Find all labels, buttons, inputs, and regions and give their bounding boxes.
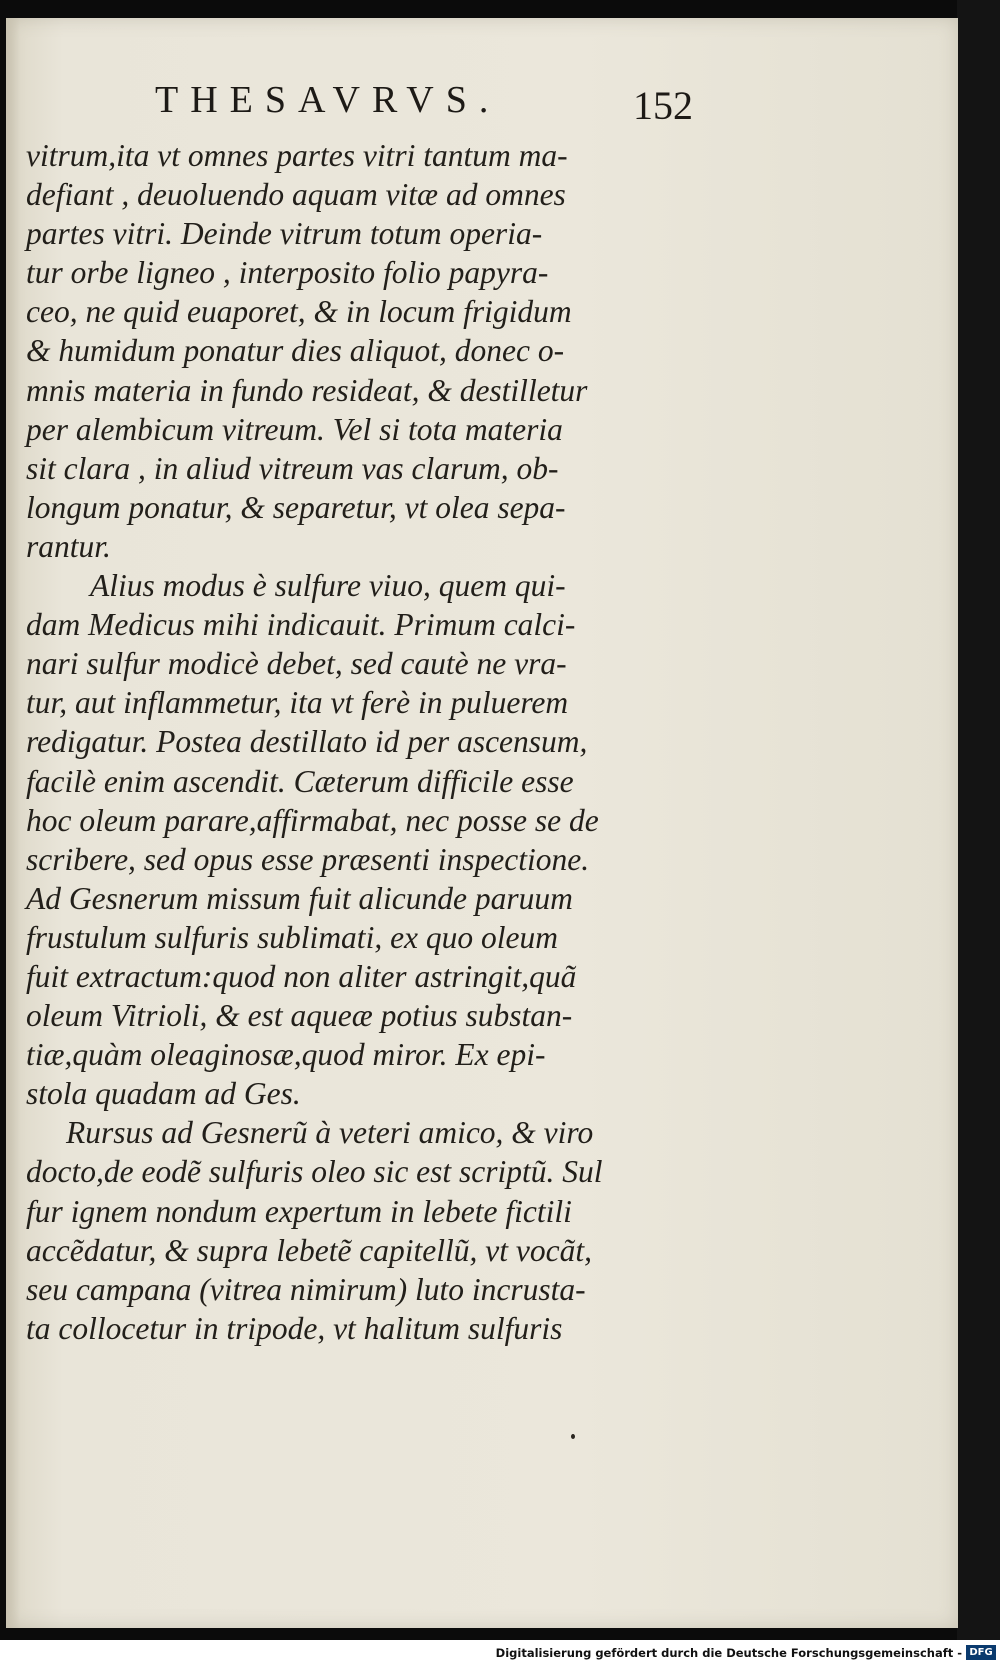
text-line: fur ignem nondum expertum in lebete fictili (26, 1193, 572, 1229)
text-line: dam Medicus mihi indicauit. Primum calci- (26, 607, 576, 643)
text-line: hoc oleum parare,affirmabat, nec posse se de (26, 802, 599, 838)
text-line: sit clara , in aliud vitreum vas clarum, ob- (26, 450, 559, 486)
paragraph-first-line: Alius modus è sulfure viuo, quem qui- (90, 568, 566, 604)
text-line: tiæ,quàm oleaginosæ,quod miror. Ex epi- (26, 1037, 546, 1073)
text-line: mnis materia in fundo resideat, & destilletur (26, 372, 588, 408)
text-line: frustulum sulfuris sublimati, ex quo oleum (26, 919, 559, 955)
text-line: facilè enim ascendit. Cæterum difficile esse (26, 763, 574, 799)
body-text (26, 136, 674, 1348)
text-line: per alembicum vitreum. Vel si tota materia (26, 411, 563, 447)
text-line: ta collocetur in tripode, vt halitum sulfuris (26, 1310, 563, 1346)
text-line: nari sulfur modicè debet, sed cautè ne vra- (26, 646, 567, 682)
text-line: redigatur. Postea destillato id per ascensum, (26, 724, 588, 760)
text-line: partes vitri. Deinde vitrum totum operia- (26, 216, 543, 252)
text-line: ceo, ne quid euaporet, & in locum frigidum (26, 294, 572, 330)
text-line: tur orbe ligneo , interposito folio papyra- (26, 255, 549, 291)
text-line: accẽdatur, & supra lebetẽ capitellũ, vt vocãt, (26, 1232, 592, 1268)
text-line: docto,de eodẽ sulfuris oleo sic est scriptũ. Sul (26, 1154, 603, 1190)
text-line: tur, aut inflammetur, ita vt ferè in puluerem (26, 685, 569, 721)
dfg-logo: DFG (966, 1645, 996, 1660)
text-line: oleum Vitrioli, & est aqueæ potius substan- (26, 998, 573, 1034)
text-line: longum ponatur, & separetur, vt olea sepa- (26, 489, 566, 525)
text-line: vitrum,ita vt omnes partes vitri tantum ma- (26, 138, 568, 173)
text-line: fuit extractum:quod non aliter astringit,quã (26, 958, 577, 994)
text-line: defiant , deuoluendo aquam vitæ ad omnes (26, 177, 566, 213)
digitization-credit: Digitalisierung gefördert durch die Deutsche Forschungsgemeinschaft - (495, 1646, 962, 1660)
text-line: & humidum ponatur dies aliquot, donec o- (26, 333, 565, 369)
ink-speck (571, 1434, 575, 1439)
text-line: Ad Gesnerum missum fuit alicunde paruum (26, 880, 573, 916)
page-gutter-shadow (6, 18, 20, 1628)
text-line: scribere, sed opus esse præsenti inspectione. (26, 841, 590, 877)
text-line: seu campana (vitrea nimirum) luto incrusta- (26, 1271, 586, 1307)
text-line: rantur. (26, 528, 111, 564)
page-number: 152 (633, 83, 693, 128)
text-line: stola quadam ad Ges. (26, 1076, 301, 1112)
paragraph-first-line: Rursus ad Gesnerũ à veteri amico, & viro (66, 1115, 594, 1151)
running-head: THESAVRVS. (155, 79, 501, 121)
scan-edge-band (957, 0, 1000, 1640)
